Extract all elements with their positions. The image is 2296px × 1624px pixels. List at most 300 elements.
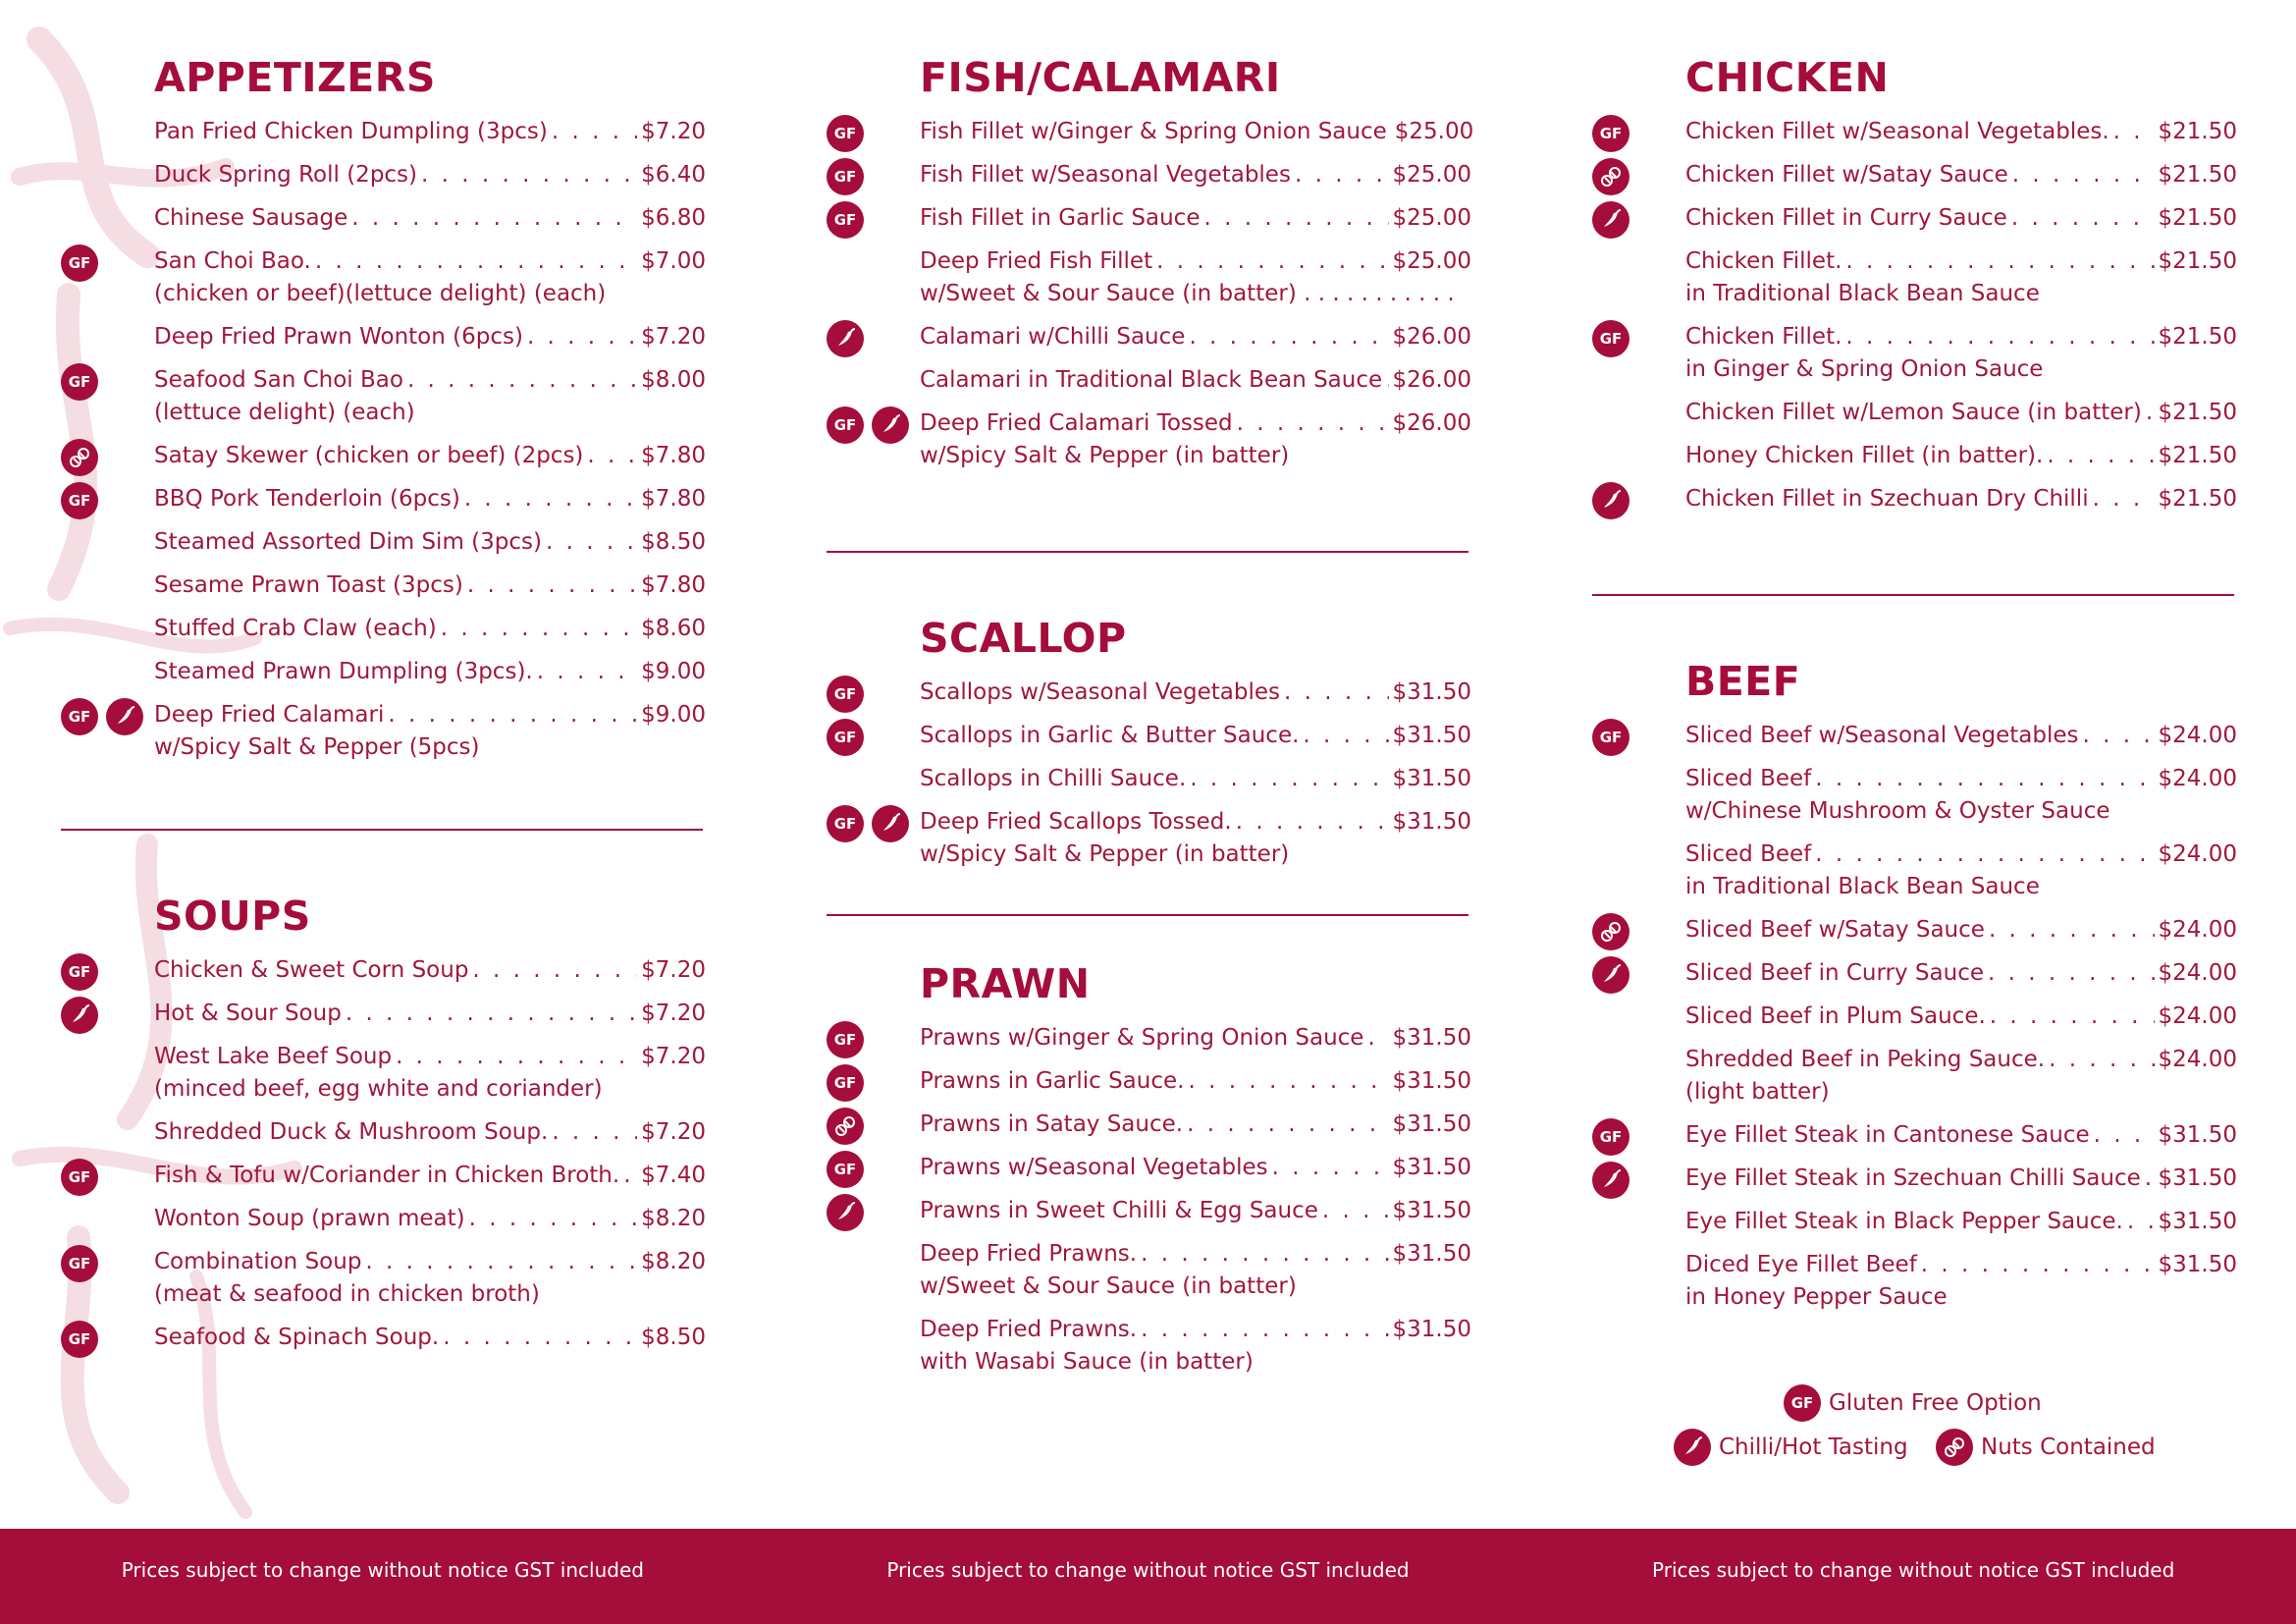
menu-item bbox=[1685, 763, 2296, 828]
dot-leader bbox=[1845, 245, 2154, 278]
dot-leader bbox=[315, 245, 637, 278]
item-name: BBQ Pork Tenderloin (6pcs) bbox=[154, 486, 460, 512]
menu-item bbox=[1685, 202, 2296, 235]
item-name: Prawns in Satay Sauce. bbox=[920, 1111, 1184, 1137]
menu-item bbox=[68, 699, 807, 764]
item-price: $31.50 bbox=[2158, 1122, 2237, 1148]
dot-leader bbox=[2049, 1044, 2154, 1076]
dot-leader bbox=[441, 613, 637, 645]
dot-leader bbox=[351, 202, 637, 235]
item-description: w/Sweet & Sour Sauce (in batter) bbox=[920, 1273, 1297, 1299]
dot-leader bbox=[552, 1116, 637, 1149]
item-price: $7.00 bbox=[641, 248, 706, 274]
section-title: SOUPS bbox=[154, 893, 311, 940]
item-name: West Lake Beef Soup bbox=[154, 1044, 393, 1069]
dot-leader bbox=[1284, 677, 1389, 709]
dot-leader bbox=[2146, 397, 2155, 429]
item-name: Chicken Fillet. bbox=[1685, 248, 1842, 274]
menu-item bbox=[1599, 321, 2296, 386]
dot-leader bbox=[464, 483, 637, 515]
item-name: Sliced Beef bbox=[1685, 841, 1812, 867]
item-price: $21.50 bbox=[2158, 119, 2237, 144]
item-name: Chicken Fillet w/Lemon Sauce (in batter) bbox=[1685, 400, 2142, 425]
gluten-free-icon: GF bbox=[827, 1151, 864, 1188]
dot-leader bbox=[2047, 440, 2154, 472]
gluten-free-icon: GF bbox=[61, 244, 98, 282]
menu-item bbox=[920, 763, 1573, 795]
item-name: Steamed Prawn Dumpling (3pcs). bbox=[154, 659, 533, 684]
peanut-icon bbox=[1936, 1429, 1973, 1466]
item-name: Chicken Fillet w/Seasonal Vegetables. bbox=[1685, 119, 2109, 144]
item-price: $24.00 bbox=[2158, 1047, 2237, 1072]
gluten-free-icon: GF bbox=[1784, 1384, 1821, 1422]
item-price: $31.50 bbox=[1392, 723, 1471, 748]
menu-item bbox=[1599, 116, 2296, 148]
menu-item bbox=[1685, 839, 2296, 903]
item-name: Scallops in Chilli Sauce. bbox=[920, 766, 1187, 791]
item-name: Steamed Assorted Dim Sim (3pcs) bbox=[154, 529, 542, 555]
menu-item bbox=[154, 526, 807, 559]
menu-item bbox=[833, 1152, 1573, 1184]
menu-item bbox=[1685, 1206, 2296, 1238]
gluten-free-icon: GF bbox=[1592, 320, 1629, 357]
chilli-icon bbox=[61, 997, 98, 1034]
item-name: Calamari in Traditional Black Bean Sauce bbox=[920, 367, 1383, 393]
gluten-free-icon: GF bbox=[61, 482, 98, 519]
item-name: Deep Fried Prawn Wonton (6pcs) bbox=[154, 324, 523, 350]
footer-note-1: Prices subject to change without notice GST included bbox=[121, 1558, 644, 1582]
dot-leader bbox=[1845, 321, 2154, 353]
menu-section-beef bbox=[1599, 653, 2296, 1314]
menu-column-2 bbox=[827, 49, 1573, 1389]
chilli-icon bbox=[1592, 201, 1629, 239]
menu-section-chicken bbox=[1599, 49, 2296, 515]
dot-leader bbox=[527, 321, 637, 353]
item-description: in Traditional Black Bean Sauce bbox=[1685, 874, 2040, 899]
dot-leader bbox=[1141, 1238, 1388, 1271]
dot-leader bbox=[1156, 245, 1388, 278]
item-name: Wonton Soup (prawn meat) bbox=[154, 1206, 465, 1231]
dot-leader bbox=[2083, 720, 2155, 752]
item-name: Eye Fillet Steak in Szechuan Chilli Sauce bbox=[1685, 1165, 2141, 1191]
item-name: Chinese Sausage bbox=[154, 205, 348, 231]
item-price: $31.50 bbox=[2158, 1209, 2237, 1234]
menu-item bbox=[1685, 483, 2296, 515]
item-name: Pan Fried Chicken Dumpling (3pcs) bbox=[154, 119, 548, 144]
item-price: $31.50 bbox=[1392, 1155, 1471, 1180]
chilli-icon bbox=[827, 1194, 864, 1231]
menu-item bbox=[833, 677, 1573, 709]
item-name: Prawns in Sweet Chilli & Egg Sauce bbox=[920, 1198, 1318, 1223]
item-price: $7.20 bbox=[641, 1001, 706, 1026]
item-description: with Wasabi Sauce (in batter) bbox=[920, 1349, 1254, 1375]
dot-leader bbox=[1237, 407, 1389, 440]
item-name: Fish Fillet in Garlic Sauce bbox=[920, 205, 1201, 231]
item-price: $25.00 bbox=[1392, 162, 1471, 188]
item-description: (chicken or beef)(lettuce delight) (each) bbox=[154, 281, 607, 306]
item-price: $8.60 bbox=[641, 616, 706, 641]
item-description: w/Spicy Salt & Pepper (in batter) bbox=[920, 443, 1290, 468]
menu-item bbox=[920, 1238, 1573, 1303]
menu-item bbox=[154, 1116, 807, 1149]
peanut-icon bbox=[61, 439, 98, 476]
menu-item bbox=[833, 407, 1573, 472]
gluten-free-icon: GF bbox=[61, 1245, 98, 1282]
dot-leader bbox=[1988, 957, 2155, 990]
dot-leader bbox=[467, 569, 637, 602]
peanut-icon bbox=[1592, 158, 1629, 195]
item-price: $8.00 bbox=[641, 367, 706, 393]
menu-section-scallop bbox=[833, 610, 1573, 871]
item-price: $24.00 bbox=[2158, 917, 2237, 943]
menu-item bbox=[1685, 1044, 2296, 1109]
item-price: $31.50 bbox=[1392, 809, 1471, 835]
gluten-free-icon: GF bbox=[827, 201, 864, 239]
dot-leader bbox=[2012, 159, 2155, 191]
legend-nuts-label: Nuts Contained bbox=[1981, 1435, 2156, 1460]
item-name: Deep Fried Scallops Tossed. bbox=[920, 809, 1232, 835]
item-description: w/Sweet & Sour Sauce (in batter) . . . . . . . . . . . bbox=[920, 281, 1455, 306]
gluten-free-icon: GF bbox=[61, 953, 98, 991]
item-name: Sliced Beef in Plum Sauce. bbox=[1685, 1003, 1986, 1029]
item-price: $24.00 bbox=[2158, 766, 2237, 791]
item-name: Sliced Beef w/Seasonal Vegetables bbox=[1685, 723, 2079, 748]
menu-item bbox=[833, 720, 1573, 752]
section-title: CHICKEN bbox=[1685, 54, 1890, 101]
item-price: $24.00 bbox=[2158, 1003, 2237, 1029]
item-name: Sliced Beef w/Satay Sauce bbox=[1685, 917, 1985, 943]
gluten-free-icon: GF bbox=[61, 698, 98, 735]
dot-leader bbox=[469, 1203, 637, 1235]
item-price: $26.00 bbox=[1392, 410, 1471, 436]
chilli-icon bbox=[872, 406, 909, 444]
dot-leader bbox=[1989, 914, 2155, 947]
item-price: $21.50 bbox=[2158, 248, 2237, 274]
item-name: Seafood San Choi Bao bbox=[154, 367, 403, 393]
dot-leader bbox=[2011, 202, 2155, 235]
dot-leader bbox=[1815, 839, 2154, 871]
item-price: $21.50 bbox=[2158, 443, 2237, 468]
section-title: APPETIZERS bbox=[154, 54, 436, 101]
menu-item bbox=[154, 159, 807, 191]
menu-item bbox=[920, 364, 1573, 397]
item-description: (meat & seafood in chicken broth) bbox=[154, 1281, 540, 1307]
dot-leader bbox=[443, 1322, 637, 1354]
item-name: Prawns w/Ginger & Spring Onion Sauce bbox=[920, 1025, 1364, 1051]
item-price: $7.80 bbox=[641, 443, 706, 468]
dot-leader bbox=[365, 1246, 637, 1278]
legend-gluten-free bbox=[1784, 1384, 2042, 1422]
item-description: in Honey Pepper Sauce bbox=[1685, 1284, 1948, 1310]
dot-leader bbox=[2093, 483, 2155, 515]
chilli-icon bbox=[872, 805, 909, 842]
dot-leader bbox=[388, 699, 637, 731]
item-name: Duck Spring Roll (2pcs) bbox=[154, 162, 418, 188]
menu-item bbox=[1685, 245, 2296, 310]
item-price: $31.50 bbox=[1392, 1068, 1471, 1094]
menu-item bbox=[833, 159, 1573, 191]
menu-item bbox=[68, 245, 807, 310]
item-name: Chicken Fillet in Szechuan Dry Chilli bbox=[1685, 486, 2089, 512]
gluten-free-icon: GF bbox=[827, 115, 864, 152]
menu-item bbox=[920, 245, 1573, 310]
chilli-icon bbox=[1592, 956, 1629, 994]
dot-leader bbox=[2113, 116, 2155, 148]
menu-item bbox=[154, 613, 807, 645]
menu-item bbox=[68, 483, 807, 515]
item-price: $25.00 bbox=[1392, 205, 1471, 231]
item-price: $9.00 bbox=[641, 659, 706, 684]
item-price: $7.20 bbox=[641, 119, 706, 144]
item-name: Chicken Fillet in Curry Sauce bbox=[1685, 205, 2007, 231]
gluten-free-icon: GF bbox=[61, 1321, 98, 1358]
dot-leader bbox=[396, 1041, 637, 1073]
menu-item bbox=[920, 1314, 1573, 1379]
item-price: $8.20 bbox=[641, 1206, 706, 1231]
dot-leader bbox=[1367, 1022, 1388, 1055]
item-price: $21.50 bbox=[2158, 400, 2237, 425]
item-price: $7.20 bbox=[641, 324, 706, 350]
legend-chilli bbox=[1674, 1429, 1908, 1466]
dot-leader bbox=[346, 998, 637, 1030]
menu-item bbox=[1685, 1249, 2296, 1314]
item-price: $21.50 bbox=[2158, 162, 2237, 188]
menu-section-prawn bbox=[833, 955, 1573, 1379]
item-price: $31.50 bbox=[1392, 1025, 1471, 1051]
item-name: Prawns w/Seasonal Vegetables bbox=[920, 1155, 1268, 1180]
menu-item bbox=[68, 1246, 807, 1311]
section-divider bbox=[61, 829, 703, 831]
item-name: Eye Fillet Steak in Black Pepper Sauce. bbox=[1685, 1209, 2123, 1234]
item-name: Deep Fried Fish Fillet bbox=[920, 248, 1153, 274]
item-name: Satay Skewer (chicken or beef) (2pcs) bbox=[154, 443, 584, 468]
item-price: $7.80 bbox=[641, 486, 706, 512]
menu-section-soups bbox=[68, 888, 807, 1354]
chilli-icon bbox=[1592, 1162, 1629, 1199]
item-name: Chicken & Sweet Corn Soup bbox=[154, 957, 469, 983]
section-divider bbox=[1592, 594, 2234, 596]
menu-item bbox=[920, 1109, 1573, 1141]
section-title: FISH/CALAMARI bbox=[920, 54, 1281, 101]
item-price: $6.80 bbox=[641, 205, 706, 231]
item-name: Seafood & Spinach Soup. bbox=[154, 1325, 440, 1350]
item-description: (light batter) bbox=[1685, 1079, 1830, 1105]
item-price: $8.50 bbox=[641, 529, 706, 555]
menu-item bbox=[68, 1322, 807, 1354]
peanut-icon bbox=[827, 1108, 864, 1145]
menu-section-fish-calamari bbox=[833, 49, 1573, 472]
menu-item bbox=[154, 202, 807, 235]
item-name: Fish Fillet w/Ginger & Spring Onion Sauce bbox=[920, 119, 1387, 144]
item-price: $8.50 bbox=[641, 1325, 706, 1350]
menu-item bbox=[68, 364, 807, 429]
item-description: w/Chinese Mushroom & Oyster Sauce bbox=[1685, 798, 2110, 824]
gluten-free-icon: GF bbox=[827, 1064, 864, 1102]
dot-leader bbox=[1141, 1314, 1388, 1346]
menu-item bbox=[1685, 914, 2296, 947]
dot-leader bbox=[1203, 202, 1388, 235]
menu-item bbox=[154, 656, 807, 688]
item-price: $6.40 bbox=[641, 162, 706, 188]
menu-item bbox=[920, 321, 1573, 353]
item-price: $7.20 bbox=[641, 1119, 706, 1145]
dot-leader bbox=[546, 526, 637, 559]
menu-item bbox=[1599, 720, 2296, 752]
item-name: Hot & Sour Soup bbox=[154, 1001, 342, 1026]
item-description: (lettuce delight) (each) bbox=[154, 400, 415, 425]
gluten-free-icon: GF bbox=[827, 406, 864, 444]
item-price: $31.50 bbox=[2158, 1252, 2237, 1277]
menu-item bbox=[68, 1160, 807, 1192]
item-price: $31.50 bbox=[1392, 1111, 1471, 1137]
gluten-free-icon: GF bbox=[61, 1159, 98, 1196]
dot-leader bbox=[1295, 159, 1389, 191]
item-price: $21.50 bbox=[2158, 486, 2237, 512]
item-description: in Traditional Black Bean Sauce bbox=[1685, 281, 2040, 306]
item-price: $24.00 bbox=[2158, 723, 2237, 748]
menu-section-appetizers bbox=[68, 49, 807, 764]
item-price: $25.00 bbox=[1394, 119, 1474, 144]
item-name: Shredded Beef in Peking Sauce. bbox=[1685, 1047, 2046, 1072]
dot-leader bbox=[1386, 364, 1388, 397]
section-title: BEEF bbox=[1685, 658, 1801, 705]
menu-column-3 bbox=[1592, 49, 2296, 1325]
dot-leader bbox=[421, 159, 637, 191]
item-price: $21.50 bbox=[2158, 324, 2237, 350]
dot-leader bbox=[1990, 1001, 2155, 1033]
dot-leader bbox=[1236, 806, 1389, 839]
item-name: Diced Eye Fillet Beef bbox=[1685, 1252, 1917, 1277]
gluten-free-icon: GF bbox=[827, 676, 864, 713]
item-name: Combination Soup bbox=[154, 1249, 362, 1274]
dot-leader bbox=[1815, 763, 2154, 795]
item-price: $21.50 bbox=[2158, 205, 2237, 231]
gluten-free-icon: GF bbox=[1592, 719, 1629, 756]
item-description: (minced beef, egg white and coriander) bbox=[154, 1076, 603, 1102]
item-price: $31.50 bbox=[1392, 679, 1471, 705]
item-description: w/Spicy Salt & Pepper (in batter) bbox=[920, 841, 1290, 867]
menu-item bbox=[154, 998, 807, 1030]
dot-leader bbox=[587, 440, 637, 472]
menu-item bbox=[154, 440, 807, 472]
chilli-icon bbox=[106, 698, 143, 735]
dot-leader bbox=[537, 656, 637, 688]
item-name: Honey Chicken Fillet (in batter). bbox=[1685, 443, 2044, 468]
menu-item bbox=[1685, 159, 2296, 191]
gluten-free-icon: GF bbox=[827, 158, 864, 195]
item-name: Fish Fillet w/Seasonal Vegetables bbox=[920, 162, 1291, 188]
section-divider bbox=[827, 551, 1468, 553]
menu-item bbox=[154, 1041, 807, 1106]
item-description: in Ginger & Spring Onion Sauce bbox=[1685, 356, 2044, 382]
item-name: Deep Fried Calamari Tossed bbox=[920, 410, 1233, 436]
item-name: Scallops in Garlic & Butter Sauce. bbox=[920, 723, 1300, 748]
dot-leader bbox=[1272, 1152, 1389, 1184]
menu-item bbox=[154, 116, 807, 148]
gluten-free-icon: GF bbox=[61, 363, 98, 401]
menu-item bbox=[833, 116, 1573, 148]
section-title: PRAWN bbox=[920, 960, 1091, 1007]
item-price: $31.50 bbox=[1392, 1241, 1471, 1267]
item-name: Deep Fried Prawns. bbox=[920, 1317, 1138, 1342]
legend-nuts bbox=[1936, 1429, 2156, 1466]
item-price: $31.50 bbox=[1392, 1198, 1471, 1223]
item-price: $31.50 bbox=[1392, 1317, 1471, 1342]
legend-chilli-label: Chilli/Hot Tasting bbox=[1719, 1435, 1908, 1460]
item-price: $31.50 bbox=[2158, 1165, 2237, 1191]
menu-item bbox=[1599, 1119, 2296, 1152]
item-name: Sliced Beef bbox=[1685, 766, 1812, 791]
item-name: Fish & Tofu w/Coriander in Chicken Broth. bbox=[154, 1163, 620, 1188]
dot-leader bbox=[1190, 763, 1388, 795]
item-name: Sliced Beef in Curry Sauce bbox=[1685, 960, 1984, 986]
gluten-free-icon: GF bbox=[827, 719, 864, 756]
item-price: $8.20 bbox=[641, 1249, 706, 1274]
dot-leader bbox=[1189, 321, 1388, 353]
item-price: $24.00 bbox=[2158, 841, 2237, 867]
item-name: Chicken Fillet. bbox=[1685, 324, 1842, 350]
dot-leader bbox=[472, 954, 637, 987]
chilli-icon bbox=[1674, 1429, 1711, 1466]
item-price: $31.50 bbox=[1392, 766, 1471, 791]
dot-leader bbox=[1188, 1065, 1388, 1098]
menu-item bbox=[1685, 1163, 2296, 1195]
menu-item bbox=[833, 202, 1573, 235]
dot-leader bbox=[552, 116, 637, 148]
item-price: $25.00 bbox=[1392, 248, 1471, 274]
item-name: Shredded Duck & Mushroom Soup. bbox=[154, 1119, 549, 1145]
dot-leader bbox=[1303, 720, 1388, 752]
menu-item bbox=[920, 1195, 1573, 1227]
menu-item bbox=[1685, 957, 2296, 990]
item-name: Stuffed Crab Claw (each) bbox=[154, 616, 437, 641]
item-price: $26.00 bbox=[1392, 367, 1471, 393]
item-price: $7.20 bbox=[641, 957, 706, 983]
item-price: $24.00 bbox=[2158, 960, 2237, 986]
item-price: $7.80 bbox=[641, 572, 706, 598]
dot-leader bbox=[2145, 1163, 2155, 1195]
dot-leader bbox=[2094, 1119, 2155, 1152]
item-name: Sesame Prawn Toast (3pcs) bbox=[154, 572, 463, 598]
dot-leader bbox=[623, 1160, 637, 1192]
dot-leader bbox=[1921, 1249, 2155, 1281]
menu-item bbox=[833, 806, 1573, 871]
chilli-icon bbox=[827, 320, 864, 357]
gluten-free-icon: GF bbox=[1592, 115, 1629, 152]
item-name: Chicken Fillet w/Satay Sauce bbox=[1685, 162, 2008, 188]
section-divider bbox=[827, 914, 1468, 916]
menu-item bbox=[833, 1022, 1573, 1055]
peanut-icon bbox=[1592, 913, 1629, 950]
menu-item bbox=[154, 1203, 807, 1235]
footer-note-3: Prices subject to change without notice GST included bbox=[1652, 1558, 2175, 1582]
footer-note-2: Prices subject to change without notice GST included bbox=[886, 1558, 1410, 1582]
item-name: Deep Fried Calamari bbox=[154, 702, 385, 728]
menu-item bbox=[154, 321, 807, 353]
footer-bar bbox=[0, 1529, 2296, 1624]
item-name: San Choi Bao. bbox=[154, 248, 311, 274]
item-name: Scallops w/Seasonal Vegetables bbox=[920, 679, 1281, 705]
item-name: Calamari w/Chilli Sauce bbox=[920, 324, 1186, 350]
menu-item bbox=[1685, 1001, 2296, 1033]
menu-column-1 bbox=[61, 49, 807, 1365]
dot-leader bbox=[407, 364, 637, 397]
item-price: $9.00 bbox=[641, 702, 706, 728]
item-name: Eye Fillet Steak in Cantonese Sauce bbox=[1685, 1122, 2090, 1148]
item-price: $26.00 bbox=[1392, 324, 1471, 350]
item-name: Prawns in Garlic Sauce. bbox=[920, 1068, 1185, 1094]
menu-item bbox=[833, 1065, 1573, 1098]
